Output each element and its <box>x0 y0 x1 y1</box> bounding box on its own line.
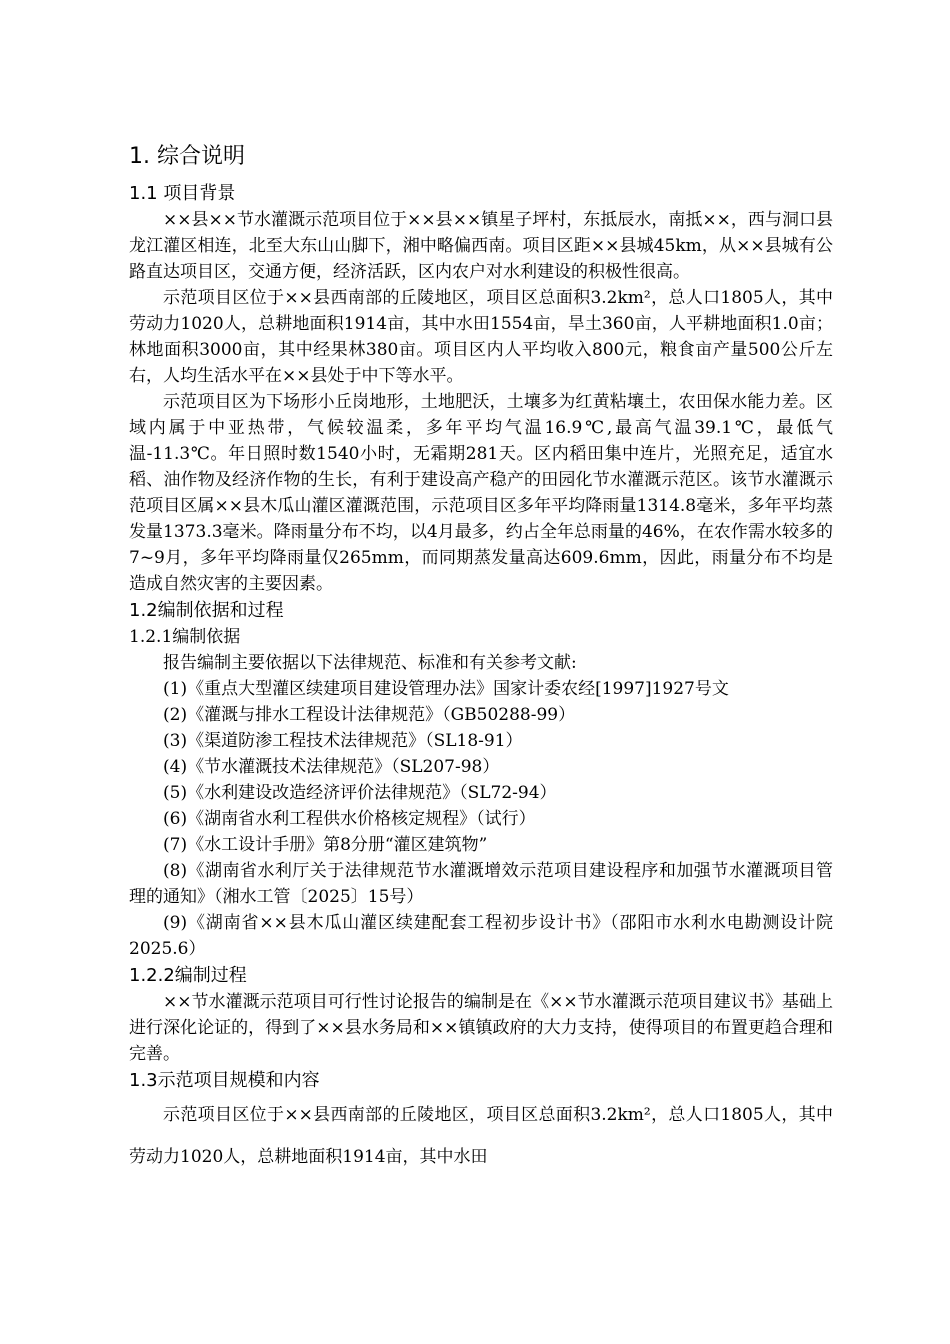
chapter-heading: 1. 综合说明 <box>129 144 245 169</box>
reference-item: (4)《节水灌溉技术法律规范》（SL207-98） <box>163 757 500 777</box>
paragraph: 报告编制主要依据以下法律规范、标准和有关参考文献: <box>163 653 577 673</box>
paragraph: 示范项目区位于××县西南部的丘陵地区，项目区总面积3.2km²，总人口1805人，其中劳动力1020人，总耕地面积1914亩，其中水田 <box>129 1105 833 1167</box>
section-heading-1-3: 1.3示范项目规模和内容 <box>129 1070 320 1091</box>
section-heading-1-1: 1.1 项目背景 <box>129 183 236 204</box>
paragraph: 示范项目区位于××县西南部的丘陵地区，项目区总面积3.2km²，总人口1805人，其中劳动力1020人，总耕地面积1914亩，其中水田1554亩，旱土360亩，人平耕地面积1.0亩；林地面积3000亩，其中经果林380亩。项目区内人平均收入800元，粮食亩产量500公斤左右，人均生活水平在××县处于中下等水平。 <box>129 288 833 386</box>
section-heading-1-2: 1.2编制依据和过程 <box>129 600 284 621</box>
reference-item: (6)《湖南省水利工程供水价格核定规程》（试行） <box>163 809 536 829</box>
reference-item: (2)《灌溉与排水工程设计法律规范》（GB50288-99） <box>163 705 576 725</box>
paragraph: ××县××节水灌溉示范项目位于××县××镇星子坪村，东抵辰水，南抵××，西与洞口县龙江灌区相连，北至大东山山脚下，湘中略偏西南。项目区距××县城45km，从××县城有公路直达项目区，交通方便，经济活跃，区内农户对水利建设的积极性很高。 <box>129 210 833 282</box>
reference-item: (3)《渠道防渗工程技术法律规范》（SL18-91） <box>163 731 523 751</box>
paragraph: 示范项目区为下场形小丘岗地形，土地肥沃，土壤多为红黄粘壤土，农田保水能力差。区域内属于中亚热带，气候较温柔，多年平均气温16.9℃,最高气温39.1℃，最低气温-11.3℃。年日照时数1540小时，无霜期281天。区内稻田集中连片，光照充足，适宜水稻、油作物及经济作物的生长，有利于建设高产稳产的田园化节水灌溉示范区。该节水灌溉示范项目区属××县木瓜山灌区灌溉范围，示范项目区多年平均降雨量1314.8毫米，多年平均蒸发量1373.3毫米。降雨量分布不均，以4月最多，约占全年总雨量的46%，在农作需水较多的7~9月，多年平均降雨量仅265mm，而同期蒸发量高达609.6mm，因此，雨量分布不均是造成自然灾害的主要因素。 <box>129 392 833 594</box>
paragraph: ××节水灌溉示范项目可行性讨论报告的编制是在《××节水灌溉示范项目建议书》基础上进行深化论证的，得到了××县水务局和××镇镇政府的大力支持，使得项目的布置更趋合理和完善。 <box>129 992 833 1064</box>
reference-item: (7)《水工设计手册》第8分册“灌区建筑物” <box>163 835 488 855</box>
reference-item: (1)《重点大型灌区续建项目建设管理办法》国家计委农经[1997]1927号文 <box>163 679 729 699</box>
reference-item: (9)《湖南省××县木瓜山灌区续建配套工程初步设计书》（邵阳市水利水电勘测设计院 2025.6） <box>129 913 833 959</box>
subsection-heading-1-2-1: 1.2.1编制依据 <box>129 627 241 647</box>
subsection-heading-1-2-2: 1.2.2编制过程 <box>129 965 247 986</box>
reference-item: (8)《湖南省水利厅关于法律规范节水灌溉增效示范项目建设程序和加强节水灌溉项目管理的通知》（湘水工管〔2025〕15号） <box>129 861 833 907</box>
document-body <box>129 140 833 1178</box>
reference-item: (5)《水利建设改造经济评价法律规范》（SL72-94） <box>163 783 557 803</box>
